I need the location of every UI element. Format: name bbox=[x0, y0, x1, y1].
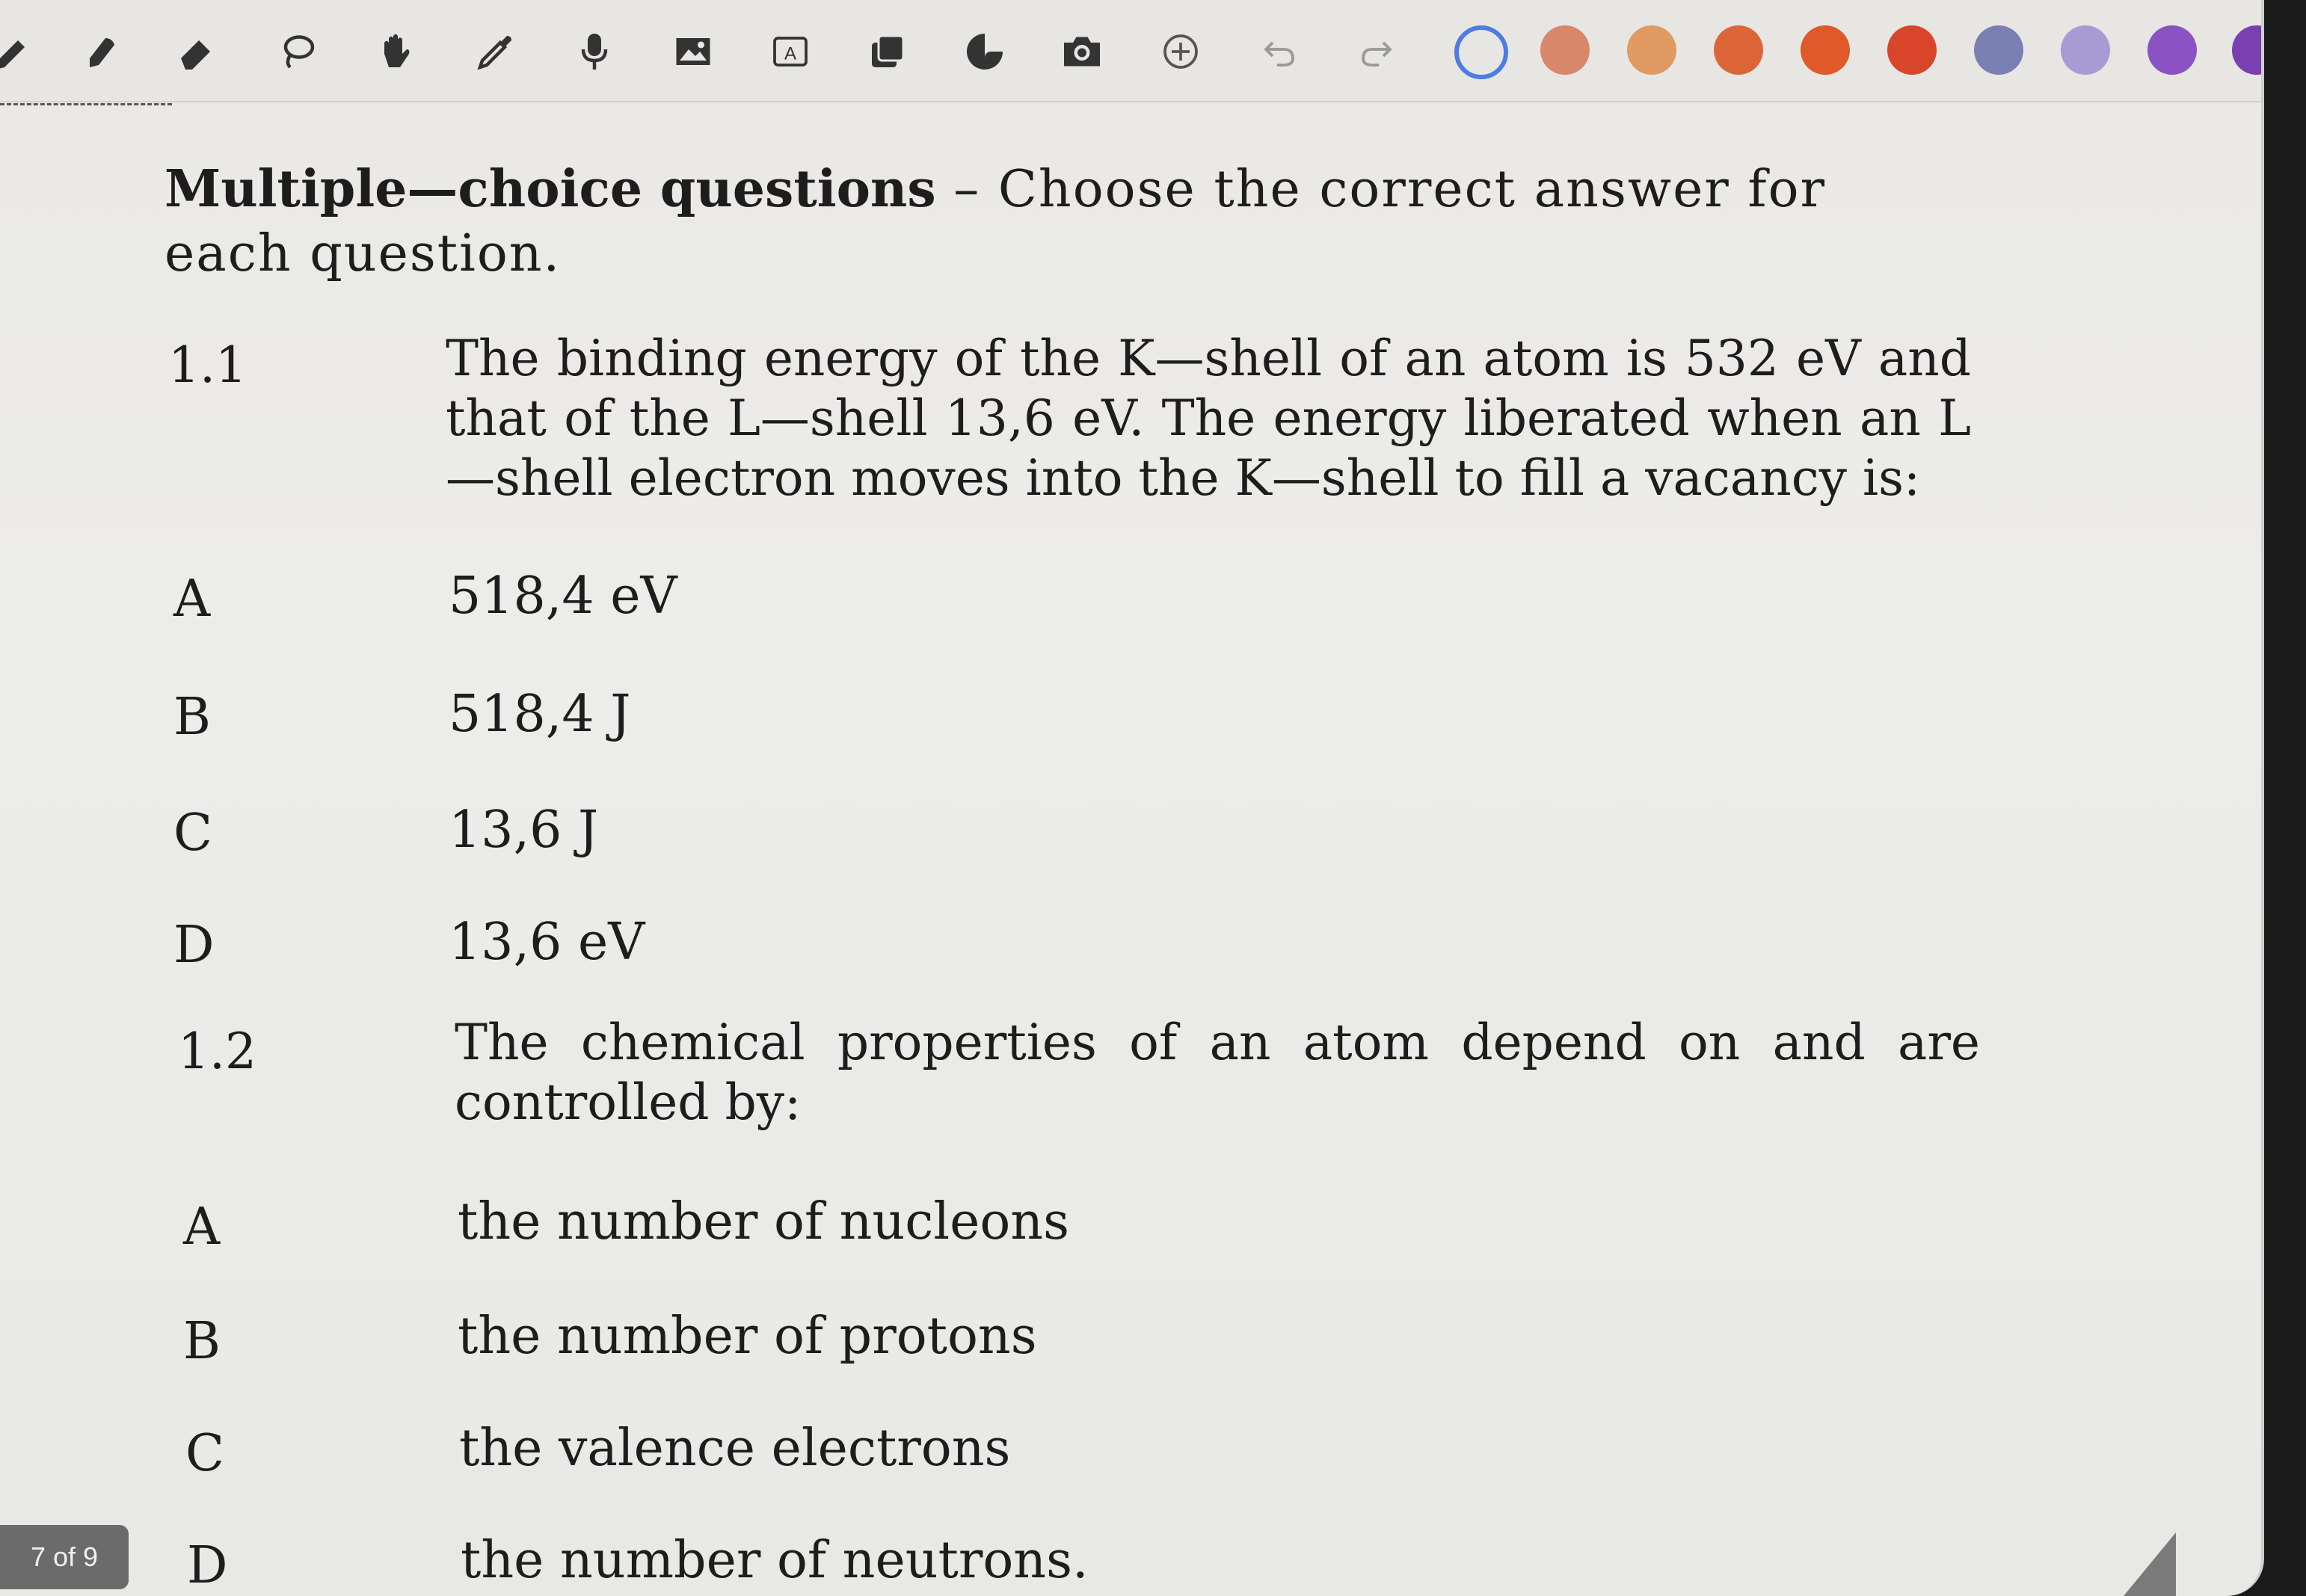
question-text: The chemical properties of an atom depend on and are controlled by: bbox=[455, 1014, 1980, 1131]
option-letter: A bbox=[173, 570, 211, 629]
document-page bbox=[0, 105, 2261, 1596]
question-text: The binding energy of the K—shell of an atom is 532 eV and that of the L—shell 13,6 eV. The energy liberated when an L—shell electron moves into the K—shell to fill a vacancy is: bbox=[446, 330, 1971, 507]
heading-bold: Multiple—choice questions bbox=[165, 159, 936, 219]
lasso-icon[interactable] bbox=[271, 25, 323, 78]
option-text: the valence electrons bbox=[459, 1419, 1011, 1478]
color-swatch[interactable] bbox=[1540, 25, 1590, 75]
heading-rest: – Choose the correct answer for each question. bbox=[165, 160, 1827, 283]
option-letter: D bbox=[187, 1536, 228, 1595]
redo-icon[interactable] bbox=[1350, 25, 1403, 78]
color-swatch[interactable] bbox=[1974, 25, 2023, 75]
eyedropper-icon[interactable] bbox=[470, 25, 522, 78]
pen-icon[interactable] bbox=[0, 25, 37, 78]
color-swatch[interactable] bbox=[1454, 25, 1508, 79]
image-icon[interactable] bbox=[667, 25, 719, 78]
highlighter-icon[interactable] bbox=[75, 25, 127, 78]
option-letter: A bbox=[183, 1198, 221, 1257]
eraser-icon[interactable] bbox=[170, 25, 223, 78]
color-swatch[interactable] bbox=[2232, 25, 2264, 75]
option-letter: B bbox=[173, 688, 211, 747]
option-text: 13,6 J bbox=[449, 801, 599, 860]
color-swatch[interactable] bbox=[2061, 25, 2110, 75]
shapes-icon[interactable] bbox=[861, 25, 914, 78]
color-swatch[interactable] bbox=[1627, 25, 1676, 75]
page-indicator: 7 of 9 bbox=[0, 1525, 129, 1589]
option-letter: B bbox=[183, 1312, 221, 1371]
hand-icon[interactable] bbox=[369, 25, 422, 78]
camera-icon[interactable] bbox=[1056, 25, 1108, 78]
microphone-icon[interactable] bbox=[568, 25, 621, 78]
option-text: 518,4 eV bbox=[449, 567, 677, 626]
option-text: 13,6 eV bbox=[449, 913, 645, 972]
option-text: the number of nucleons bbox=[458, 1192, 1069, 1251]
option-text: the number of neutrons. bbox=[461, 1531, 1089, 1590]
color-swatch[interactable] bbox=[1887, 25, 1937, 75]
undo-icon[interactable] bbox=[1253, 25, 1306, 78]
option-letter: C bbox=[185, 1424, 225, 1483]
question-number: 1.1 bbox=[168, 336, 247, 394]
color-swatch[interactable] bbox=[1714, 25, 1763, 75]
option-text: 518,4 J bbox=[449, 685, 631, 744]
text-box-icon[interactable] bbox=[764, 25, 817, 78]
color-swatch[interactable] bbox=[1801, 25, 1850, 75]
page-curl-icon[interactable] bbox=[2124, 1532, 2176, 1596]
option-letter: D bbox=[173, 916, 215, 975]
option-letter: C bbox=[173, 804, 213, 863]
color-swatch[interactable] bbox=[2147, 25, 2197, 75]
question-number: 1.2 bbox=[178, 1023, 256, 1080]
option-text: the number of protons bbox=[458, 1307, 1037, 1366]
add-icon[interactable] bbox=[1154, 25, 1207, 78]
svg-text:A: A bbox=[784, 43, 797, 64]
instructions-heading bbox=[165, 157, 1959, 286]
sticker-icon[interactable] bbox=[959, 25, 1011, 78]
annotation-toolbar bbox=[0, 0, 2261, 102]
